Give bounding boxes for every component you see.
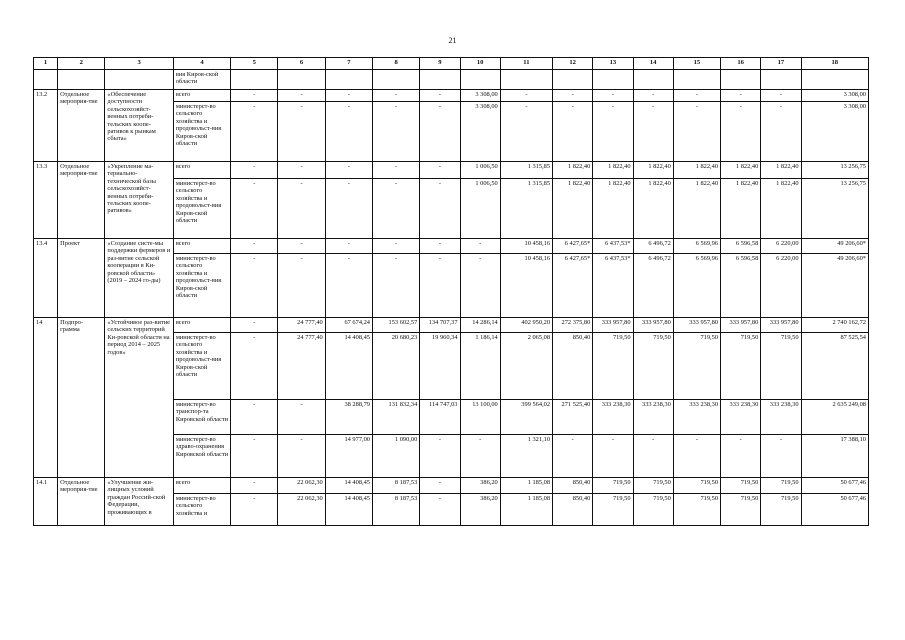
value-cell: 333 957,80 [721,318,761,333]
table-row [34,90,869,102]
executor-cell: всего [173,239,230,254]
value-cell: 6 596,58 [721,254,761,318]
value-cell: - [373,179,420,239]
value-cell: 333 957,80 [673,318,720,333]
value-cell: - [231,239,278,254]
page-number: 21 [448,36,457,45]
value-cell: - [278,90,325,102]
column-header: 9 [420,58,460,70]
value-cell: - [373,102,420,162]
column-header: 13 [593,58,633,70]
executor-cell: министерст-во транспор-та Кировской области [173,400,230,435]
value-cell: 6 220,00 [761,239,801,254]
table-row [34,478,869,494]
value-cell: - [231,333,278,400]
cell-empty [58,70,105,90]
continuation-row [34,70,869,90]
value-cell: - [593,90,633,102]
column-header: 4 [173,58,230,70]
value-cell: 719,50 [593,494,633,526]
value-cell: 719,50 [721,333,761,400]
value-cell: - [420,239,460,254]
value-cell: 719,50 [633,333,673,400]
value-cell: 1 321,10 [500,435,552,478]
value-cell: - [593,102,633,162]
cell-empty [801,70,868,90]
value-cell: 333 957,80 [761,318,801,333]
value-cell: 333 238,30 [673,400,720,435]
value-cell: - [420,478,460,494]
item-name-cell: «Создание систе-мы поддержки фермеров и раз-витие сельской кооперации в Ки-ровской области» (2019 – 2024 го-ды) [105,239,173,318]
item-type-cell: Отдельное мероприя-тие [58,162,105,239]
value-cell: - [420,435,460,478]
value-cell: 6 437,53* [593,239,633,254]
value-cell: 719,50 [721,478,761,494]
value-cell: 14 408,45 [325,333,372,400]
value-cell: 1 822,40 [553,162,593,179]
continued-executor-cell: вия Киров-ской области [173,70,230,90]
table-row [34,318,869,333]
value-cell: - [231,254,278,318]
value-cell: 386,20 [460,478,500,494]
value-cell: 1 315,85 [500,179,552,239]
executor-cell: министерст-во сельского хозяйства и продовольст-вия Киров-ской области [173,102,230,162]
cell-empty [633,70,673,90]
value-cell: 333 957,80 [593,318,633,333]
value-cell: - [325,90,372,102]
value-cell: - [633,102,673,162]
value-cell: 1 822,40 [721,162,761,179]
cell-empty [761,70,801,90]
cell-empty [500,70,552,90]
value-cell: - [278,179,325,239]
value-cell: 1 822,40 [593,162,633,179]
value-cell: 6 496,72 [633,254,673,318]
value-cell: 333 238,30 [721,400,761,435]
item-number-cell: 13.2 [34,90,58,162]
value-cell: 271 525,40 [553,400,593,435]
value-cell: 719,50 [673,333,720,400]
value-cell: 1 006,50 [460,162,500,179]
value-cell: - [673,102,720,162]
value-cell: 399 564,02 [500,400,552,435]
value-cell: - [553,102,593,162]
table-body [34,70,869,526]
value-cell: - [593,435,633,478]
value-cell: 1 822,40 [761,162,801,179]
value-cell: - [420,254,460,318]
value-cell: 8 187,53 [373,494,420,526]
value-cell: 333 957,80 [633,318,673,333]
value-cell: - [231,102,278,162]
value-cell: - [420,90,460,102]
column-number-row [34,58,869,70]
value-cell: 6 569,96 [673,239,720,254]
value-cell: 1 315,85 [500,162,552,179]
executor-cell: всего [173,90,230,102]
column-header: 18 [801,58,868,70]
value-cell: 3 308,00 [460,102,500,162]
executor-cell: министерст-во здраво-охранения Кировской области [173,435,230,478]
value-cell: - [231,478,278,494]
cell-empty [420,70,460,90]
value-cell: - [500,102,552,162]
value-cell: - [278,254,325,318]
cell-empty [593,70,633,90]
cell-empty [373,70,420,90]
table-row [34,162,869,179]
value-cell: - [553,435,593,478]
value-cell: 6 427,65* [553,254,593,318]
executor-cell: министерст-во сельского хозяйства и [173,494,230,526]
value-cell: 13 256,75 [801,162,868,179]
value-cell: 1 006,50 [460,179,500,239]
column-header: 1 [34,58,58,70]
cell-empty [673,70,720,90]
value-cell: - [231,435,278,478]
value-cell: 719,50 [721,494,761,526]
value-cell: 14 408,45 [325,494,372,526]
value-cell: 1 822,40 [673,162,720,179]
item-name-cell: «Улучшение жи-лищных условий граждан Россий-ской Федерации, проживающих в [105,478,173,526]
value-cell: - [673,435,720,478]
value-cell: 402 950,20 [500,318,552,333]
value-cell: 1 822,40 [721,179,761,239]
value-cell: - [325,162,372,179]
value-cell: - [373,239,420,254]
value-cell: - [325,179,372,239]
value-cell: - [761,435,801,478]
executor-cell: министерст-во сельского хозяйства и продовольст-вия Киров-ской области [173,179,230,239]
value-cell: - [633,435,673,478]
value-cell: - [420,179,460,239]
value-cell: 153 602,57 [373,318,420,333]
value-cell: - [673,90,720,102]
value-cell: - [721,435,761,478]
value-cell: 850,40 [553,478,593,494]
executor-cell: всего [173,318,230,333]
value-cell: 38 288,79 [325,400,372,435]
value-cell: - [325,254,372,318]
value-cell: - [278,239,325,254]
value-cell: - [460,435,500,478]
value-cell: 1 822,40 [553,179,593,239]
value-cell: 719,50 [593,333,633,400]
value-cell: - [460,254,500,318]
value-cell: 22 062,30 [278,478,325,494]
value-cell: 3 308,00 [460,90,500,102]
value-cell: 114 747,03 [420,400,460,435]
value-cell: - [500,90,552,102]
item-name-cell: «Устойчивое раз-витие сельских территорий Ки-ровской области на период 2014 – 2025 годов» [105,318,173,478]
value-cell: - [325,102,372,162]
value-cell: 1 822,40 [633,162,673,179]
value-cell: 17 388,10 [801,435,868,478]
column-header: 6 [278,58,325,70]
budget-table [33,57,869,526]
cell-empty [325,70,372,90]
item-type-cell: Отдельное мероприя-тие [58,478,105,526]
value-cell: 24 777,40 [278,333,325,400]
value-cell: - [278,435,325,478]
value-cell: 6 569,96 [673,254,720,318]
column-header: 14 [633,58,673,70]
value-cell: 87 525,54 [801,333,868,400]
value-cell: 719,50 [761,494,801,526]
value-cell: 1 822,40 [673,179,720,239]
value-cell: 333 238,30 [633,400,673,435]
value-cell: - [420,494,460,526]
value-cell: 719,50 [673,478,720,494]
value-cell: 1 185,08 [500,494,552,526]
value-cell: 1 090,00 [373,435,420,478]
value-cell: 22 062,30 [278,494,325,526]
value-cell: 24 777,40 [278,318,325,333]
value-cell: - [231,90,278,102]
value-cell: - [278,162,325,179]
value-cell: - [373,162,420,179]
column-header: 15 [673,58,720,70]
value-cell: 2 635 249,08 [801,400,868,435]
value-cell: - [325,239,372,254]
value-cell: - [553,90,593,102]
value-cell: 50 677,46 [801,494,868,526]
value-cell: 1 185,08 [500,478,552,494]
value-cell: 14 286,14 [460,318,500,333]
item-number-cell: 14.1 [34,478,58,526]
value-cell: 8 187,53 [373,478,420,494]
column-header: 5 [231,58,278,70]
item-number-cell: 13.3 [34,162,58,239]
column-header: 11 [500,58,552,70]
value-cell: 272 375,80 [553,318,593,333]
value-cell: 1 822,40 [761,179,801,239]
value-cell: 719,50 [673,494,720,526]
column-header: 12 [553,58,593,70]
column-header: 16 [721,58,761,70]
value-cell: 6 437,53* [593,254,633,318]
cell-empty [278,70,325,90]
value-cell: 67 674,24 [325,318,372,333]
cell-empty [231,70,278,90]
value-cell: - [231,162,278,179]
value-cell: 6 496,72 [633,239,673,254]
item-number-cell: 13.4 [34,239,58,318]
item-type-cell: Подпро-грамма [58,318,105,478]
value-cell: - [761,90,801,102]
value-cell: 333 238,30 [761,400,801,435]
value-cell: - [231,318,278,333]
value-cell: - [721,90,761,102]
cell-empty [460,70,500,90]
value-cell: - [231,494,278,526]
value-cell: 6 220,00 [761,254,801,318]
value-cell: 13 256,75 [801,179,868,239]
value-cell: 850,40 [553,494,593,526]
column-header: 3 [105,58,173,70]
value-cell: 719,50 [633,478,673,494]
value-cell: 6 596,58 [721,239,761,254]
executor-cell: министерст-во сельского хозяйства и продовольст-вия Киров-ской области [173,254,230,318]
value-cell: 2 065,08 [500,333,552,400]
column-header: 17 [761,58,801,70]
column-header: 7 [325,58,372,70]
value-cell: 3 308,00 [801,102,868,162]
value-cell: - [373,254,420,318]
value-cell: - [278,400,325,435]
value-cell: 20 680,23 [373,333,420,400]
value-cell: 49 206,60* [801,239,868,254]
value-cell: - [633,90,673,102]
cell-empty [553,70,593,90]
value-cell: 3 308,00 [801,90,868,102]
value-cell: 49 206,60* [801,254,868,318]
item-name-cell: «Обеспечение доступности сельскохозяйст-венных потреби-тельских коопе-ративов к рынкам сбыта» [105,90,173,162]
column-header: 8 [373,58,420,70]
value-cell: 13 100,00 [460,400,500,435]
value-cell: - [761,102,801,162]
value-cell: - [373,90,420,102]
value-cell: 386,20 [460,494,500,526]
item-type-cell: Проект [58,239,105,318]
value-cell: 14 977,00 [325,435,372,478]
value-cell: - [721,102,761,162]
value-cell: 1 822,40 [593,179,633,239]
value-cell: - [278,102,325,162]
cell-empty [34,70,58,90]
cell-empty [721,70,761,90]
value-cell: 1 186,14 [460,333,500,400]
value-cell: 50 677,46 [801,478,868,494]
value-cell: 134 707,37 [420,318,460,333]
value-cell: - [231,179,278,239]
value-cell: 10 458,16 [500,254,552,318]
value-cell: 719,50 [761,478,801,494]
column-header: 10 [460,58,500,70]
value-cell: - [420,162,460,179]
table-row [34,239,869,254]
value-cell: - [231,400,278,435]
executor-cell: всего [173,478,230,494]
value-cell: - [460,239,500,254]
value-cell: - [420,102,460,162]
cell-empty [105,70,173,90]
item-number-cell: 14 [34,318,58,478]
value-cell: 131 832,34 [373,400,420,435]
column-header: 2 [58,58,105,70]
value-cell: 10 458,16 [500,239,552,254]
value-cell: 719,50 [761,333,801,400]
value-cell: 719,50 [593,478,633,494]
value-cell: 19 960,34 [420,333,460,400]
value-cell: 850,40 [553,333,593,400]
executor-cell: министерст-во сельского хозяйства и продовольст-вия Киров-ской области [173,333,230,400]
value-cell: 14 408,45 [325,478,372,494]
value-cell: 2 740 162,72 [801,318,868,333]
value-cell: 1 822,40 [633,179,673,239]
value-cell: 6 427,65* [553,239,593,254]
item-name-cell: «Укрепление ма-териально-технической базы сельскохозяйст-венных потреби-тельских коопе-ративов» [105,162,173,239]
executor-cell: всего [173,162,230,179]
value-cell: 719,50 [633,494,673,526]
value-cell: 333 238,30 [593,400,633,435]
item-type-cell: Отдельное мероприя-тие [58,90,105,162]
